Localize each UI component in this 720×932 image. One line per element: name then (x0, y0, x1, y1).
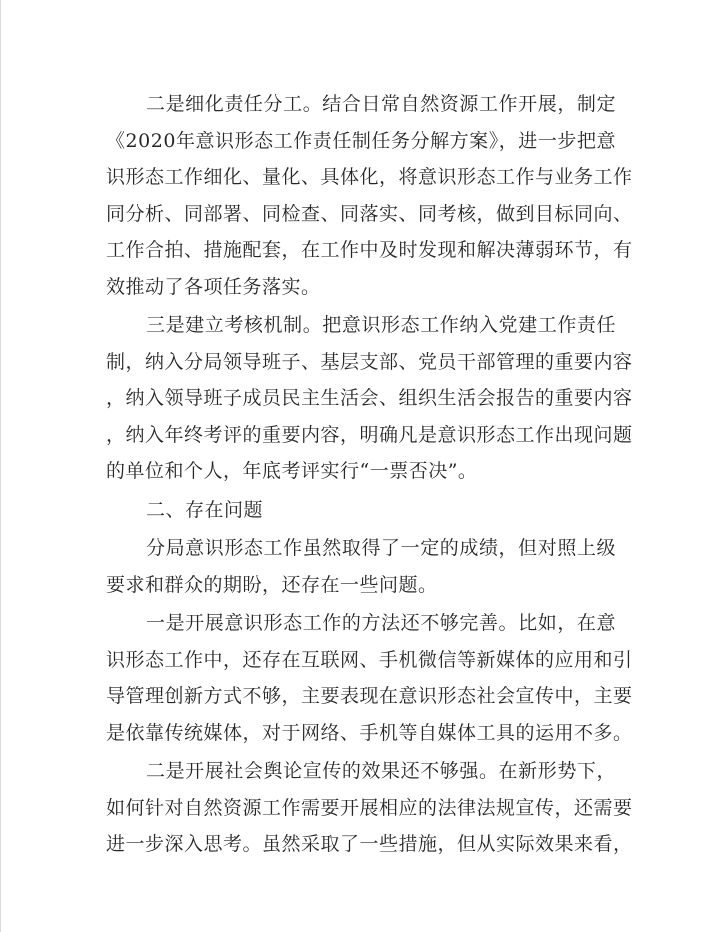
paragraph-publicity-problem (106, 753, 633, 863)
text-line: 要求和群众的期盼，还存在一些问题。 (106, 573, 438, 596)
text-line: 是依靠传统媒体，对于网络、手机等自媒体工具的运用不多。 (106, 721, 633, 744)
text-line: 识形态工作中，还存在互联网、手机微信等新媒体的应用和引 (106, 648, 633, 671)
paragraph-problems-intro (106, 530, 616, 603)
text-line: 同分析、同部署、同检查、同落实、同考核，做到目标同向、 (106, 202, 633, 225)
text-line: 导管理创新方式不够，主要表现在意识形态社会宣传中，主要 (106, 685, 633, 707)
text-line: ，纳入领导班子成员民主生活会、组织生活会报告的重要内容 (106, 387, 633, 409)
text-line: 制，纳入分局领导班子、基层支部、党员干部管理的重要内容 (106, 350, 633, 373)
text-line: 《2020年意识形态工作责任制任务分解方案》，进一步把意 (106, 129, 616, 152)
section-heading: 二、存在问题 (146, 498, 264, 521)
text-line: 分局意识形态工作虽然取得了一定的成绩，但对照上级 (146, 537, 616, 559)
text-line: 二是细化责任分工。结合日常自然资源工作开展，制定 (146, 93, 616, 115)
paragraph-method-problem (106, 605, 633, 751)
paragraph-assessment-mechanism (106, 307, 633, 490)
paragraph-responsibility-division (106, 86, 633, 305)
document-body (106, 86, 633, 865)
text-line: 识形态工作细化、量化、具体化，将意识形态工作与业务工作 (106, 166, 633, 188)
text-line: 的单位和个人，年底考评实行“一票否决”。 (106, 460, 478, 482)
text-line: ，纳入年终考评的重要内容，明确凡是意识形态工作出现问题 (106, 423, 633, 446)
text-line: 工作合拍、措施配套，在工作中及时发现和解决薄弱环节，有 (106, 239, 633, 261)
text-line: 二是开展社会舆论宣传的效果还不够强。在新形势下， (146, 760, 616, 782)
text-line: 进一步深入思考。虽然采取了一些措施，但从实际效果来看， (106, 833, 633, 855)
section-heading-problems (106, 492, 616, 529)
text-line: 三是建立考核机制。把意识形态工作纳入党建工作责任 (146, 314, 616, 336)
text-line: 一是开展意识形态工作的方法还不够完善。比如，在意 (146, 612, 616, 634)
text-line: 效推动了各项任务落实。 (106, 275, 321, 298)
text-line: 如何针对自然资源工作需要开展相应的法律法规宣传，还需要 (106, 796, 633, 819)
